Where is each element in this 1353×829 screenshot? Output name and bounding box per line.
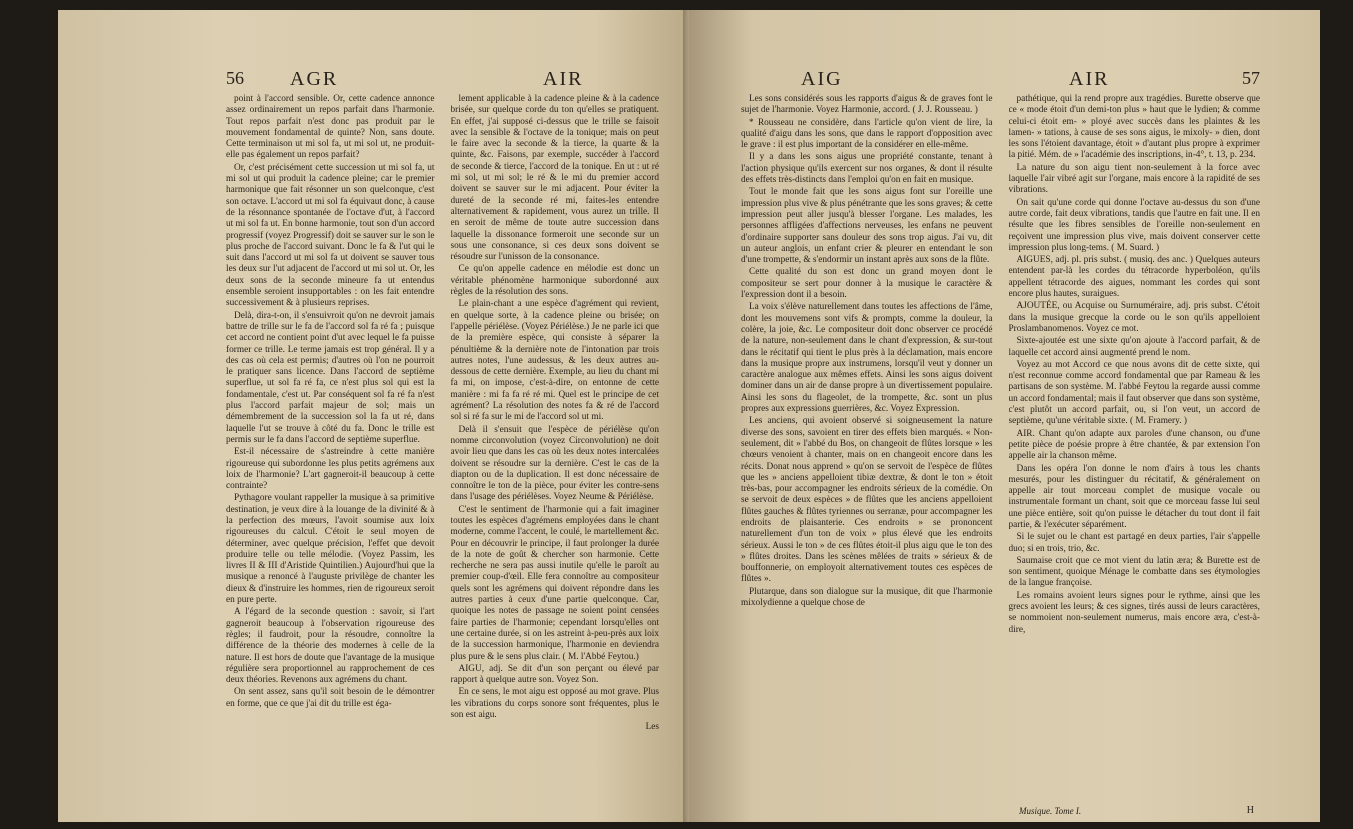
paragraph: Plutarque, dans son dialogue sur la musique, dit que l'harmonie mixolydienne a quelque chose de [741, 586, 993, 609]
paragraph: Les anciens, qui avoient observé si soigneusement la nature diverse des sons, savoient en tirer des effets bien marqués. « Non-seulement, dit » l'abbé du Bos, on changeoit de flûtes lorsque » les chœurs venoient à chanter, mais on en changeoit encore dans les récits. Donat nous apprend » qu'on se servoit de l'espèce de flûtes que les » anciens appelloient tibiæ dextræ, & dont le ton » étoit très-bas, pour accompagner les endroits sérieux de la comédie. On se servoit de deux espèces » de flûtes que les anciens appelloient flûtes gauches & flûtes tyriennes ou serranæ, pour accompagner les endroits de plaisanterie. Ces endroits » se prononcent naturellement d'un ton de voix » plus élevé que les endroits sérieux. Aussi le ton » de ces flûtes étoit-il plus aigu que le ton des » flûtes droites. Dans les scènes mêlées de traits » sérieux & de bouffonnerie, on employoit alternativement toutes ces espèces de flûtes ». [741, 416, 993, 585]
paragraph: C'est le sentiment de l'harmonie qui a fait imaginer toutes les espèces d'agrémens employées dans le chant moderne, comme l'accent, le coulé, le martellement &c. Pour en découvrir le principe, il faut prolonger la durée de la note de goût & chercher son harmonie. Cette recherche ne sera pas aussi inutile qu'elle le paroît au premier coup-d'œil. Elle fera connoître au compositeur quels sont les agrémens qui doivent répondre dans les autres parties à ceux d'une partie quelconque. Car, quoique les notes de passage ne soient point censées faire parties de l'harmonie; cependant lorsqu'elles ont une certaine durée, si on les astreint à-peu-près aux loix de la succession harmonique, l'harmonie en deviendra plus pure & le sens plus clair. ( M. l'Abbé Feytou.) [450, 504, 659, 662]
paragraph: * Rousseau ne considère, dans l'article qu'on vient de lire, la qualité d'aigu dans les sons, que dans le rapport d'opposition avec le grave : il est plus important de la considérer en elle-même. [741, 117, 993, 151]
right-page-columns [741, 94, 1260, 812]
catchword: Les [645, 722, 659, 733]
book-spread [58, 10, 1320, 822]
paragraph: Pythagore voulant rappeller la musique à sa primitive destination, je veux dire à la louange de la divinité & à la perfection des mœurs, l'avoit soumise aux loix rigoureuses du calcul. C'étoit le seul moyen de déterminer, avec quelque précision, l'effet que devoit produire telle ou telle mélodie. (Voyez Passim, les livres II & III d'Aristide Quintilien.) Aujourd'hui que la musique a renoncé à l'auguste privilège de chanter les dieux & d'instruire les hommes, rien de rigoureux seroit en pure perte. [226, 493, 435, 606]
paragraph: AIR. Chant qu'on adapte aux paroles d'une chanson, ou d'une petite pièce de poésie propre à être chantée, & par extension l'on appelle air la chanson même. [1008, 428, 1260, 462]
right-column-1 [741, 94, 993, 812]
paragraph: A l'égard de la seconde question : savoir, si l'art gagneroit beaucoup à l'observation rigoureuse des règles; il faudroit, pour la résoudre, connoître la différence de la théorie des modernes à celle de la nature. Il est hors de doute que l'avantage de la musique régulière sera proportionnel au rapprochement de ces deux théories. Revenons aux agrémens du chant. [226, 607, 435, 686]
paragraph: Delà, dira-t-on, il s'ensuivroit qu'on ne devroit jamais battre de trille sur le fa de l'accord sol fa ré fa ; puisque cet accord ne contient point d'ut avec lequel le fa puisse former ce trille. Le terme jamais est trop général. Il y a des cas où cela est permis; d'autres où l'on ne pourroit le pratiquer sans licence. Dans l'accord de septième superflue, ut sol fa ré fa, ce n'est plus sol qui est la fondamentale, c'est ut. Par conséquent sol fa ré fa n'est plus l'accord parfait majeur de sol; mais un démembrement de la succession sol la fa ut ré, dans laquelle l'ut se trouve à côté du fa. Donc le trille est permis sur le fa dans l'accord de septième superflue. [226, 310, 435, 445]
paragraph: Si le sujet ou le chant est partagé en deux parties, l'air s'appelle duo; si en trois, trio, &c. [1008, 532, 1260, 554]
paragraph: On sait qu'une corde qui donne l'octave au-dessus du son d'une autre corde, fait deux vibrations, tandis que l'autre en fait une. Il en résulte que les fibres sensibles de l'oreille non-seulement en reçoivent une impression plus vive, mais doivent conserver cette impression plus long-tems. ( M. Suard. ) [1008, 197, 1260, 253]
paragraph: Est-il nécessaire de s'astreindre à cette manière rigoureuse qui subordonne les plus petits agrémens aux loix de l'harmonie? L'art gagneroit-il beaucoup à cette contrainte? [226, 447, 435, 492]
paragraph: lement applicable à la cadence pleine & à la cadence brisée, sur quelque corde du ton qu'elles se pratiquent. En effet, j'ai supposé ci-dessus que le trille se faisoit avec la sensible & l'octave de la tonique; mais on peut le faire avec la seconde & la tierce, la quarte & la quinte, &c. Faisons, par exemple, succéder à l'accord de seconde & tierce, l'accord de la tonique. En ut : ut ré mi sol, ut mi sol; le ré & le mi du premier accord doivent se sauver sur le mi adjacent. Pour éviter la dureté de la seconde ré mi, faites-les entendre alternativement & rapidement, vous aurez un trille. Il en seroit de même de toute autre succession dans laquelle la dissonance formeroit une seconde sur un sous une consonance, si ces deux sons doivent se résoudre sur l'unisson de la consonance. [450, 94, 659, 263]
paragraph: La nature du son aigu tient non-seulement à la force avec laquelle l'air vibré agit sur l'organe, mais encore à la rapidité de ses vibrations. [1008, 162, 1260, 196]
left-page [58, 10, 689, 822]
paragraph: AIGU, adj. Se dit d'un son perçant ou élevé par rapport à quelque autre son. Voyez Son. [450, 663, 659, 686]
paragraph: Ce qu'on appelle cadence en mélodie est donc un véritable phénomène harmonique subordonné aux règles de la résolution des sons. [450, 264, 659, 298]
paragraph: Le plain-chant a une espèce d'agrément qui revient, en quelque sorte, à la cadence pleine ou brisée; on l'appelle périélèse. (Voyez Périélèse.) Je ne parle ici que de la première espèce, qui consiste à séparer la pénultième & la dernière note de l'intonation par trois autres notes, l'une audessus, & les deux autres au-dessous de cette dernière. Exemple, au lieu du chant mi fa mi, on impose, c'est-à-dire, on entonne de cette manière : mi fa fa ré ré mi. Quel est le principe de cet agrément? La résolution des notes fa & ré de l'accord sol si ré fa sur le mi de l'accord sol ut mi. [450, 299, 659, 423]
running-head-left-2: AIR [543, 68, 584, 90]
paragraph: AJOUTÉE, ou Acquise ou Surnuméraire, adj. pris subst. C'étoit dans la musique grecque la corde ou le son qu'ils appelloient Proslambanomenos. Voyez ce mot. [1008, 301, 1260, 334]
signature-mark: H [1246, 805, 1254, 816]
paragraph: Il y a dans les sons aigus une propriété constante, tenant à l'action physique qu'ils exercent sur nos organes, & dont il résulte des effets très-distincts dans l'emploi qu'on en fait en musique. [741, 152, 993, 186]
paragraph: Les sons considérés sous les rapports d'aigus & de graves font le sujet de l'harmonie. Voyez Harmonie, accord. ( J. J. Rousseau. ) [741, 94, 993, 116]
paragraph: Sixte-ajoutée est une sixte qu'on ajoute à l'accord parfait, & de laquelle cet accord ainsi augmenté prend le nom. [1008, 336, 1260, 358]
paragraph: Cette qualité du son est donc un grand moyen dont le compositeur se sert pour donner à la musique le caractère & l'expression dont il a besoin. [741, 267, 993, 301]
right-page [689, 10, 1320, 822]
running-head-right-1: AIG [801, 68, 843, 90]
paragraph: La voix s'élève naturellement dans toutes les affections de l'âme, dont les mouvemens sont vifs & prompts, comme la douleur, la colère, la joie, &c. Le compositeur doit donc observer ce procédé de la nature, non-seulement dans le chant d'expression, & sur-tout dans le récitatif qui tient le plus près à la déclamation, mais encore dans la musique propre aux instrumens, lorsqu'il veut y donner un caractère analogue aux mêmes effets. Ainsi les sons aigus doivent dominer dans un air de danse propre à un divertissement populaire. Ainsi les sons du flageolet, de la trompette, &c. sont un plus propres aux expressions guerrières, &c. Voyez Expression. [741, 302, 993, 415]
right-column-2 [1009, 94, 1261, 812]
left-column-1 [226, 94, 435, 812]
paragraph: Dans les opéra l'on donne le nom d'airs à tous les chants mesurés, pour les distinguer du récitatif, & généralement on appelle air tout morceau complet de musique vocale ou instrumentale formant un chant, soit que ce morceau fasse lui seul une pièce entière, soit qu'on puisse le détacher du tout dont il fait partie, & l'exécuter séparément. [1008, 463, 1260, 530]
paragraph: point à l'accord sensible. Or, cette cadence annonce assez ordinairement un repos parfait dans l'harmonie. Tout repos parfait n'est donc pas produit par le mouvement fondamental de quinte? Non, sans doute. Cette terminaison ut mi sol fa, ut mi sol ut, ne produit-elle pas également un repos parfait? [226, 94, 435, 161]
paragraph: Or, c'est précisément cette succession ut mi sol fa, ut mi sol ut qui produit la cadence pleine; car le premier harmonique que fait résonner un son quelconque, c'est son octave. L'accord ut mi sol fa équivaut donc, à cause de la résonnance spontanée de l'octave d'ut, à l'accord ut mi sol fa ut. En bonne harmonie, tout son d'un accord progressif (voyez Progressif) doit se sauver sur le son le plus proche de l'accord suivant. Donc le fa & l'ut qui le suit dans l'accord ut mi sol fa ut doivent se sauver tous les deux sur l'ut adjacent de l'accord ut mi sol ut. Or, les deux sons de la seconde mineure fa ut entendus ensemble seroient insupportables : on les fait entendre successivement & à plusieurs reprises. [226, 162, 435, 309]
page-number-right: 57 [1242, 68, 1260, 88]
left-column-2 [451, 94, 660, 812]
paragraph: Tout le monde fait que les sons aigus font sur l'oreille une impression plus vive & plus pénétrante que les sons graves; & cette impression peut aller jusqu'à blesser l'organe. Les malades, les personnes affligées d'affections nerveuses, les enfans ne peuvent d'ordinaire supporter sans douleur des sons trop aigus. J'ai vu, dit un auteur anglois, un enfant crier & pleurer en entendant le son d'une trompette, & s'endormir un instant après aux sons de la flûte. [741, 187, 993, 266]
paragraph: En ce sens, le mot aigu est opposé au mot grave. Plus les vibrations du corps sonore sont fréquentes, plus le son est aigu. [450, 687, 659, 721]
paragraph: Les romains avoient leurs signes pour le rythme, ainsi que les grecs avoient les leurs; & ces signes, tirés aussi de leurs caractères, se nommoient non-seulement numerus, mais encore æra, c'est-à-dire, [1008, 590, 1260, 635]
left-page-columns [226, 94, 659, 812]
running-head-left-1: AGR [290, 68, 339, 90]
paragraph: On sent assez, sans qu'il soit besoin de le démontrer en forme, que ce que j'ai dit du trille est éga- [226, 687, 435, 709]
paragraph: Saumaise croit que ce mot vient du latin æra; & Burette est de son sentiment, quoique Ménage le combatte dans ses étymologies de la langue françoise. [1008, 555, 1260, 589]
volume-footer: Musique. Tome I. [1019, 806, 1082, 816]
paragraph: pathétique, qui la rend propre aux tragédies. Burette observe que ce « mode étoit d'un demi-ton plus » haut que le lydien; & comme celui-ci étoit em- » ployé avec succès dans les plaintes & les lamen- » tations, à cause de ses sons aigus, le mixoly- » dien, dont les sons l'étoient davantage, étoit » d'autant plus propre à exprimer la pitié. Mém. de » l'académie des inscriptions, in-4°, t. 13, p. 234. [1008, 94, 1260, 161]
paragraph: Voyez au mot Accord ce que nous avons dit de cette sixte, qui n'est reconnue comme accord fondamental que par Rameau & les partisans de son système. M. l'abbé Feytou la regarde aussi comme un accord fondamental; mais il faut observer que dans son système, c'est plutôt un accord parfait, ou, si l'on veut, un accord de septième, qu'une véritable sixte. ( M. Framery. ) [1008, 359, 1260, 427]
page-number-left: 56 [226, 68, 244, 88]
paragraph: AIGUES, adj. pl. pris subst. ( musiq. des anc. ) Quelques auteurs entendent par-là les cordes du tétracorde hyperboléon, qu'ils appellent tétracorde des aigues, nommant les cordes qui sont encore plus hautes, suraigues. [1008, 255, 1260, 300]
running-head-right-2: AIR [1069, 68, 1110, 90]
paragraph: Delà il s'ensuit que l'espèce de périélèse qu'on nomme circonvolution (voyez Circonvolution) ne doit avoir lieu que dans les cas où les deux notes intercalées doivent se résoudre sur la dernière. C'est le cas de la diapton ou de la duplication. Il est donc nécessaire de connoître le ton de la pièce, pour éviter les contre-sens dans l'usage des périélèses. Voyez Neume & Périélèse. [450, 424, 659, 503]
